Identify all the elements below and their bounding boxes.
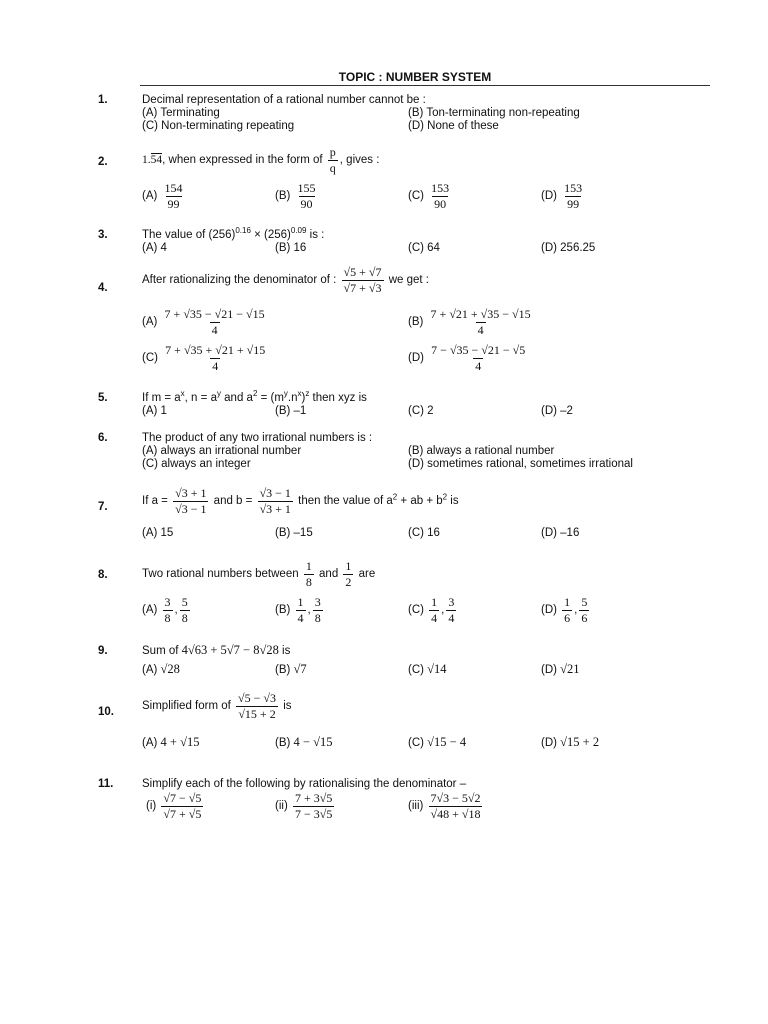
- q3-option-d: (D) 256.25: [541, 242, 596, 254]
- q2-pq-fraction: $\frac{p}{q}$: [329, 145, 336, 175]
- q9-option-a: (A) √28: [142, 662, 180, 676]
- q6-option-d: (D) sometimes rational, sometimes irrational: [408, 458, 633, 470]
- q10-option-a: (A) 4 + √15: [142, 735, 200, 749]
- q3-option-a: (A) 4: [142, 242, 167, 254]
- q1-option-c: (C) Non-terminating repeating: [142, 120, 295, 132]
- q5-text: If $m = a^x$, $n = a^y$ and $a^2 = (m^y.n^x)^z$ then xyz is: [142, 389, 367, 404]
- q7-option-d: (D) –16: [541, 527, 580, 539]
- q7-question: If a = $\frac{√3 + 1}{√3 - 1}$ and b = $\frac{√3 - 1}{√3 + 1}$ then the value of $a^2$ + ab + $b^2$ is: [142, 486, 459, 516]
- q2-option-d: (D) $\frac{153}{99}$: [541, 181, 583, 211]
- q2-number: 2.: [98, 156, 108, 168]
- q8-question: Two rational numbers between $\frac{1}{8}$ and $\frac{1}{2}$ are: [142, 559, 376, 589]
- q10-option-d: (D) √15 + 2: [541, 735, 600, 749]
- q2-text: , when expressed in the form of: [162, 154, 323, 167]
- q1-number: 1.: [98, 94, 108, 106]
- page-title: TOPIC : NUMBER SYSTEM: [338, 70, 492, 84]
- q11-part-iii: (iii) $\frac{7√3 - 5√2}{√48 + √18}$: [408, 791, 481, 821]
- q10-option-b: (B) 4 − √15: [275, 735, 333, 749]
- q11-part-ii: (ii) $\frac{7 + 3√5}{7 - 3√5}$: [275, 791, 333, 821]
- q9-number: 9.: [98, 645, 108, 657]
- q7-option-b: (B) –15: [275, 527, 313, 539]
- q1-text: Decimal representation of a rational number cannot be :: [142, 94, 426, 106]
- q4-option-d: (D) $\frac{7 - √35 - √21 - √5}{4}$: [408, 343, 526, 373]
- q8-option-d: (D) $\frac{1}{6}$ , $\frac{5}{6}$: [541, 595, 588, 625]
- q6-text: The product of any two irrational numbers is :: [142, 432, 373, 444]
- q6-option-a: (A) always an irrational number: [142, 445, 302, 457]
- q3-number: 3.: [98, 229, 108, 241]
- title-underline: [140, 85, 710, 86]
- q2-option-a: (A) $\frac{154}{99}$: [142, 181, 183, 211]
- q4-question: After rationalizing the denominator of : $\frac{√5 + √7}{√7 + √3}$ we get :: [142, 265, 429, 295]
- q10-number: 10.: [98, 706, 114, 718]
- q11-part-i: (i) $\frac{√7 - √5}{√7 + √5}$: [146, 791, 202, 821]
- q1-option-d: (D) None of these: [408, 120, 499, 132]
- q9-option-c: (C) √14: [408, 662, 447, 676]
- q4-option-a: (A) $\frac{7 + √35 - √21 - √15}{4}$: [142, 307, 265, 337]
- q4-expression: $\frac{√5 + √7}{√7 + √3}$: [343, 265, 382, 295]
- q5-option-b: (B) –1: [275, 405, 307, 417]
- q7-number: 7.: [98, 501, 108, 513]
- q2-option-c: (C) $\frac{153}{90}$: [408, 181, 450, 211]
- q2-tail: , gives :: [339, 154, 380, 167]
- q3-option-c: (C) 64: [408, 242, 440, 254]
- q11-text: Simplify each of the following by rationalising the denominator –: [142, 778, 467, 790]
- q5-option-a: (A) 1: [142, 405, 167, 417]
- q4-option-c: (C) $\frac{7 + √35 + √21 + √15}{4}$: [142, 343, 266, 373]
- q11-number: 11.: [98, 778, 114, 790]
- q2-option-b: (B) $\frac{155}{90}$: [275, 181, 316, 211]
- q9-option-b: (B) √7: [275, 662, 307, 676]
- q9-question: Sum of 4√63 + 5√7 − 8√28 is: [142, 643, 291, 657]
- q3-option-b: (B) 16: [275, 242, 307, 254]
- q7-option-c: (C) 16: [408, 527, 440, 539]
- q5-number: 5.: [98, 392, 108, 404]
- q6-option-c: (C) always an integer: [142, 458, 251, 470]
- q2-lead: 1.: [142, 154, 151, 167]
- q2-question: [142, 146, 379, 174]
- q8-number: 8.: [98, 569, 108, 581]
- q5-option-c: (C) 2: [408, 405, 434, 417]
- q6-option-b: (B) always a rational number: [408, 445, 555, 457]
- q2-repeating: 54: [150, 154, 163, 167]
- q4-number: 4.: [98, 282, 108, 294]
- q1-option-a: (A) Terminating: [142, 107, 220, 119]
- q10-option-c: (C) √15 − 4: [408, 735, 467, 749]
- q1-option-b: (B) Ton-terminating non-repeating: [408, 107, 580, 119]
- q5-option-d: (D) –2: [541, 405, 573, 417]
- q9-option-d: (D) √21: [541, 662, 580, 676]
- q8-option-b: (B) $\frac{1}{4}$ , $\frac{3}{8}$: [275, 595, 321, 625]
- q8-option-a: (A) $\frac{3}{8}$ , $\frac{5}{8}$: [142, 595, 188, 625]
- q3-text: The value of $(256)^{0.16} \times (256)^{0.09}$ is :: [142, 226, 325, 241]
- q7-option-a: (A) 15: [142, 527, 174, 539]
- q4-option-b: (B) $\frac{7 + √21 + √35 - √15}{4}$: [408, 307, 531, 337]
- q6-number: 6.: [98, 432, 108, 444]
- q8-option-c: (C) $\frac{1}{4}$ , $\frac{3}{4}$: [408, 595, 455, 625]
- q10-question: Simplified form of $\frac{√5 - √3}{√15 + 2}$ is: [142, 691, 292, 721]
